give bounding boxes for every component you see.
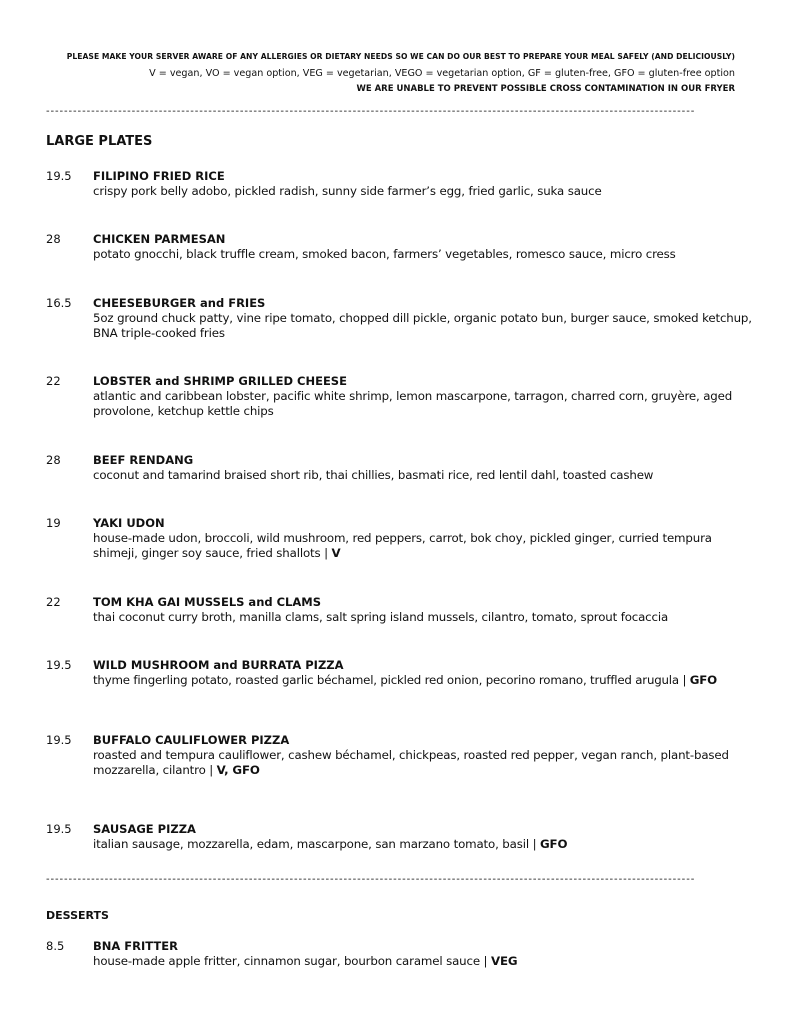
dietary-tag: V, GFO: [216, 763, 260, 778]
menu-item: [46, 658, 752, 688]
item-name: FILIPINO FRIED RICE: [93, 169, 225, 183]
item-name: SAUSAGE PIZZA: [93, 822, 196, 836]
item-description: italian sausage, mozzarella, edam, mascarpone, san marzano tomato, basil | GFO: [93, 837, 568, 851]
menu-item: [46, 516, 752, 562]
menu-item: [46, 733, 752, 779]
fryer-notice: WE ARE UNABLE TO PREVENT POSSIBLE CROSS CONTAMINATION IN OUR FRYER: [356, 84, 735, 94]
item-price: 22: [46, 595, 61, 609]
item-name: YAKI UDON: [93, 516, 165, 530]
menu-item: [46, 374, 752, 420]
item-name: WILD MUSHROOM and BURRATA PIZZA: [93, 658, 344, 672]
item-price: 28: [46, 232, 61, 246]
item-description: 5oz ground chuck patty, vine ripe tomato, chopped dill pickle, organic potato bun, burger sauce, smoked ketchup, BNA triple-cooked fries: [93, 311, 752, 341]
item-name: LOBSTER and SHRIMP GRILLED CHEESE: [93, 374, 347, 388]
divider: ------------------------------------------------------------------------------------------------------------------------------------------------: [46, 874, 696, 885]
menu-item: [46, 169, 752, 199]
item-price: 22: [46, 374, 61, 388]
dietary-tag: VEG: [490, 954, 518, 968]
allergy-notice: PLEASE MAKE YOUR SERVER AWARE OF ANY ALLERGIES OR DIETARY NEEDS SO WE CAN DO OUR BEST TO PREPARE YOUR MEAL SAFELY (AND DELICIOUSLY): [66, 52, 735, 61]
item-price: 19.5: [46, 169, 72, 183]
item-description: house-made apple fritter, cinnamon sugar, bourbon caramel sauce | VEG: [93, 954, 518, 968]
item-price: 19: [46, 516, 61, 530]
item-description: thai coconut curry broth, manilla clams, salt spring island mussels, cilantro, tomato, sprout focaccia: [93, 610, 669, 624]
item-price: 19.5: [46, 658, 72, 672]
item-description: roasted and tempura cauliflower, cashew béchamel, chickpeas, roasted red pepper, vegan ranch, plant-based mozzarella, cilantro | V, GFO: [93, 748, 729, 778]
item-description: crispy pork belly adobo, pickled radish, sunny side farmer’s egg, fried garlic, suka sauce: [93, 184, 602, 198]
item-description: atlantic and caribbean lobster, pacific white shrimp, lemon mascarpone, tarragon, charred corn, gruyère, aged provolone, ketchup kettle chips: [93, 389, 733, 419]
item-price: 28: [46, 453, 61, 467]
dietary-legend: V = vegan, VO = vegan option, VEG = vegetarian, VEGO = vegetarian option, GF = gluten-free, GFO = gluten-free option: [149, 68, 735, 79]
item-name: CHEESEBURGER and FRIES: [93, 296, 266, 310]
item-description: potato gnocchi, black truffle cream, smoked bacon, farmers’ vegetables, romesco sauce, micro cress: [93, 247, 676, 261]
item-description: house-made udon, broccoli, wild mushroom, red peppers, carrot, bok choy, pickled ginger, curried tempura shimeji, ginger soy sauce, fried shallots | V: [93, 531, 712, 561]
dietary-tag: GFO: [540, 837, 568, 851]
item-name: BUFFALO CAULIFLOWER PIZZA: [93, 733, 290, 747]
menu-item: [46, 595, 752, 625]
item-price: 19.5: [46, 822, 72, 836]
section-title-desserts: DESSERTS: [46, 909, 109, 922]
divider: ------------------------------------------------------------------------------------------------------------------------------------------------: [46, 106, 696, 117]
item-description: thyme fingerling potato, roasted garlic béchamel, pickled red onion, pecorino romano, truffled arugula | GFO: [93, 673, 717, 687]
dietary-tag: V: [331, 546, 341, 561]
item-price: 16.5: [46, 296, 72, 310]
menu-item: [46, 296, 752, 342]
item-name: TOM KHA GAI MUSSELS and CLAMS: [93, 595, 322, 609]
item-price: 19.5: [46, 733, 72, 747]
item-name: CHICKEN PARMESAN: [93, 232, 226, 246]
item-name: BNA FRITTER: [93, 939, 178, 953]
menu-item: [46, 939, 752, 969]
menu-item: [46, 232, 752, 262]
menu-item: [46, 822, 752, 852]
dietary-tag: GFO: [689, 673, 717, 687]
menu-item: [46, 453, 752, 483]
section-title-large-plates: LARGE PLATES: [46, 134, 153, 149]
item-description: coconut and tamarind braised short rib, thai chillies, basmati rice, red lentil dahl, toasted cashew: [93, 468, 654, 482]
item-price: 8.5: [46, 939, 65, 953]
item-name: BEEF RENDANG: [93, 453, 194, 467]
